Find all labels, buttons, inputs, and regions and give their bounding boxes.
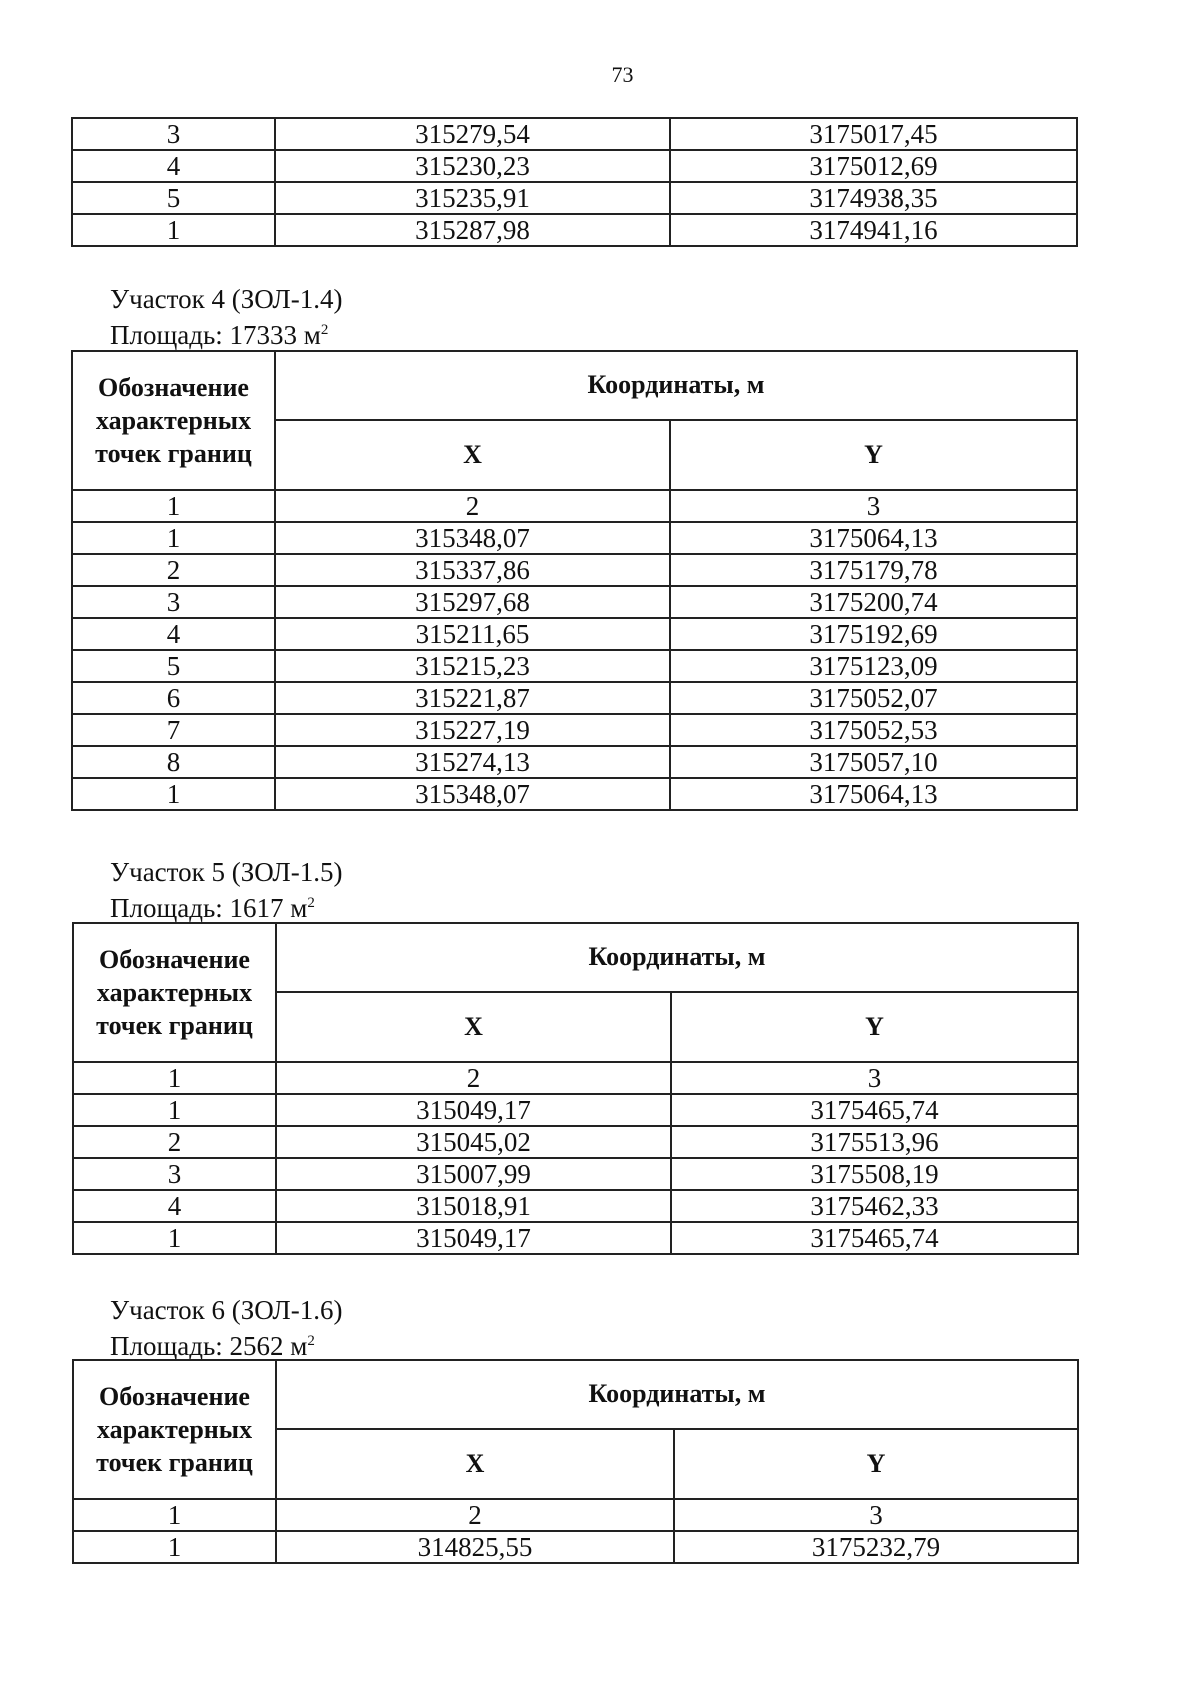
- table-row: 6 315221,87 3175052,07: [72, 682, 1077, 714]
- section-5-coordinates-table: [72, 922, 1079, 1255]
- point-cell: 3: [72, 118, 275, 150]
- table-row: 1 315348,07 3175064,13: [72, 778, 1077, 810]
- continued-coordinates-table: [71, 117, 1078, 247]
- table-row: 1 315348,07 3175064,13: [72, 522, 1077, 554]
- y-column-header: Y: [670, 420, 1077, 490]
- table-row: [72, 214, 1077, 246]
- table-row: 4 315018,91 3175462,33: [73, 1190, 1078, 1222]
- x-column-header: X: [276, 1429, 674, 1499]
- point-column-header: Обозначение характерных точек границ: [72, 351, 275, 490]
- table-row: 1 314825,55 3175232,79: [73, 1531, 1078, 1563]
- x-cell: 315287,98: [275, 214, 670, 246]
- table-row: 4 315211,65 3175192,69: [72, 618, 1077, 650]
- table-row: 3 315007,99 3175508,19: [73, 1158, 1078, 1190]
- section-title: Участок 5 (ЗОЛ-1.5): [110, 857, 343, 887]
- coordinates-header: Координаты, м: [276, 1360, 1078, 1429]
- table-row: 7 315227,19 3175052,53: [72, 714, 1077, 746]
- table-row: [72, 182, 1077, 214]
- section-title: Участок 4 (ЗОЛ-1.4): [110, 284, 343, 314]
- section-area: Площадь: 17333 $м^2$: [110, 320, 329, 350]
- page-number: 73: [611, 62, 634, 87]
- table-row: 2 315337,86 3175179,78: [72, 554, 1077, 586]
- point-cell: 1: [72, 214, 275, 246]
- x-cell: 315235,91: [275, 182, 670, 214]
- x-column-header: X: [275, 420, 670, 490]
- coordinates-header: Координаты, м: [275, 351, 1077, 420]
- point-column-header: Обозначение характерных точек границ: [73, 1360, 276, 1499]
- table-row: 1 315049,17 3175465,74: [73, 1094, 1078, 1126]
- section-area: Площадь: 1617 $м^2$: [110, 893, 315, 923]
- section-area: Площадь: 2562 $м^2$: [110, 1331, 315, 1361]
- section-4-heading: [110, 284, 342, 351]
- index-row: 1 2 3: [72, 490, 1077, 522]
- y-column-header: Y: [671, 992, 1078, 1062]
- index-row: 1 2 3: [73, 1062, 1078, 1094]
- table-row: [72, 150, 1077, 182]
- section-title: Участок 6 (ЗОЛ-1.6): [110, 1295, 343, 1325]
- table-row: 1 315049,17 3175465,74: [73, 1222, 1078, 1254]
- y-cell: 3174938,35: [670, 182, 1077, 214]
- section-4-coordinates-table: [71, 350, 1078, 811]
- coordinates-header: Координаты, м: [276, 923, 1078, 992]
- point-cell: 5: [72, 182, 275, 214]
- table-row: 3 315297,68 3175200,74: [72, 586, 1077, 618]
- section-6-heading: [110, 1295, 342, 1362]
- y-cell: 3175017,45: [670, 118, 1077, 150]
- section-5-heading: [110, 857, 342, 924]
- x-cell: 315279,54: [275, 118, 670, 150]
- table-row: 8 315274,13 3175057,10: [72, 746, 1077, 778]
- x-cell: 315230,23: [275, 150, 670, 182]
- x-column-header: X: [276, 992, 671, 1062]
- y-cell: 3174941,16: [670, 214, 1077, 246]
- section-6-coordinates-table: [72, 1359, 1079, 1564]
- point-cell: 4: [72, 150, 275, 182]
- y-cell: 3175012,69: [670, 150, 1077, 182]
- table-row: 5 315215,23 3175123,09: [72, 650, 1077, 682]
- index-row: 1 2 3: [73, 1499, 1078, 1531]
- point-column-header: Обозначение характерных точек границ: [73, 923, 276, 1062]
- table-row: 2 315045,02 3175513,96: [73, 1126, 1078, 1158]
- y-column-header: Y: [674, 1429, 1078, 1499]
- table-row: [72, 118, 1077, 150]
